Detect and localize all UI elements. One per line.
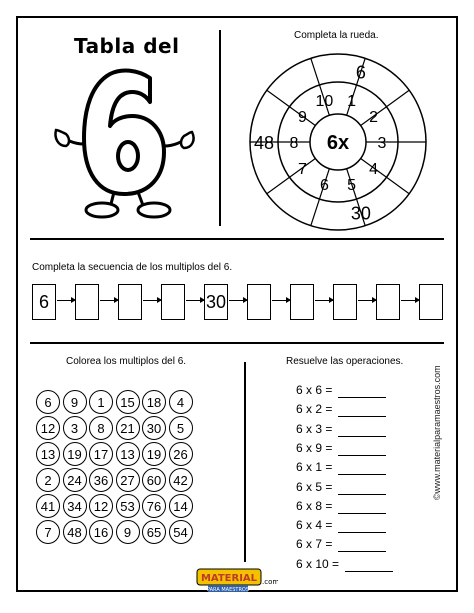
operation-row <box>296 517 386 533</box>
wheel-middle-number: 3 <box>377 135 387 152</box>
answer-line[interactable] <box>338 522 386 533</box>
number-circle[interactable]: 24 <box>63 468 87 492</box>
wheel-outer-number: 6 <box>355 62 366 83</box>
number-circle[interactable]: 41 <box>36 494 60 518</box>
sequence-arrow-icon <box>186 300 204 301</box>
sequence-arrow-icon <box>272 300 290 301</box>
operation-label: 6 x 2 = <box>296 402 333 417</box>
answer-line[interactable] <box>338 541 386 552</box>
answer-line[interactable] <box>338 406 386 417</box>
number-circle[interactable]: 1 <box>89 390 113 414</box>
sequence-arrow-icon <box>315 300 333 301</box>
sequence-box[interactable] <box>161 284 185 320</box>
operation-label: 6 x 9 = <box>296 440 333 455</box>
number-circle[interactable]: 76 <box>142 494 166 518</box>
operation-row <box>296 401 386 417</box>
number-circle[interactable]: 13 <box>116 442 140 466</box>
wheel-outer-number: 48 <box>253 133 275 153</box>
number-circle[interactable]: 12 <box>36 416 60 440</box>
sequence-arrow-icon <box>358 300 376 301</box>
answer-line[interactable] <box>338 445 386 456</box>
wheel-middle-number: 5 <box>347 176 357 194</box>
number-circle[interactable]: 8 <box>89 416 113 440</box>
divider-middle <box>30 342 444 344</box>
sequence-box[interactable] <box>247 284 271 320</box>
operation-label: 6 x 8 = <box>296 498 333 513</box>
number-circle[interactable]: 54 <box>169 520 193 544</box>
divider-top <box>30 238 444 240</box>
svg-text:.com: .com <box>262 578 278 586</box>
number-circle[interactable]: 2 <box>36 468 60 492</box>
number-circle[interactable]: 17 <box>89 442 113 466</box>
sequence-box[interactable] <box>290 284 314 320</box>
answer-line[interactable] <box>338 426 386 437</box>
number-circle[interactable]: 60 <box>142 468 166 492</box>
wheel-middle-number: 7 <box>297 160 307 178</box>
wheel-middle-number: 9 <box>297 109 307 127</box>
number-circle[interactable]: 34 <box>63 494 87 518</box>
sequence-box: 30 <box>204 284 228 320</box>
sequence-box: 6 <box>32 284 56 320</box>
page-title: Tabla del <box>74 34 180 58</box>
answer-line[interactable] <box>338 484 386 495</box>
number-six-character <box>52 60 202 220</box>
number-circle[interactable]: 6 <box>36 390 60 414</box>
answer-line[interactable] <box>338 387 386 398</box>
operation-label: 6 x 3 = <box>296 421 333 436</box>
number-circle[interactable]: 5 <box>169 416 193 440</box>
operation-label: 6 x 6 = <box>296 383 333 397</box>
wheel-middle-number: 1 <box>347 93 357 111</box>
number-circle[interactable]: 19 <box>63 442 87 466</box>
material-para-maestros-logo <box>196 568 278 594</box>
number-circle[interactable]: 27 <box>116 468 140 492</box>
wheel-instruction: Completa la rueda. <box>294 30 379 41</box>
number-circle[interactable]: 48 <box>63 520 87 544</box>
svg-text:PARA MAESTROS: PARA MAESTROS <box>206 587 250 593</box>
number-circle[interactable]: 9 <box>63 390 87 414</box>
wheel-middle-number: 8 <box>289 135 299 152</box>
number-circle[interactable]: 4 <box>169 390 193 414</box>
answer-line[interactable] <box>338 503 386 514</box>
bottom-vertical-divider <box>244 362 246 562</box>
operation-row <box>296 479 386 495</box>
number-circle[interactable]: 14 <box>169 494 193 518</box>
answer-line[interactable] <box>338 464 386 475</box>
operation-label: 6 x 1 = <box>296 460 333 475</box>
svg-text:MATERIAL: MATERIAL <box>200 573 258 584</box>
operation-label: 6 x 4 = <box>296 518 333 533</box>
sequence-instruction: Completa la secuencia de los multiplos del 6. <box>32 262 233 273</box>
number-circle[interactable]: 53 <box>116 494 140 518</box>
operations-instruction: Resuelve las operaciones. <box>286 356 404 367</box>
operation-label: 6 x 5 = <box>296 479 333 494</box>
operation-row <box>296 421 386 437</box>
operation-label: 6 x 7 = <box>296 537 333 552</box>
number-circle[interactable]: 30 <box>142 416 166 440</box>
number-circle[interactable]: 7 <box>36 520 60 544</box>
wheel-middle-number: 4 <box>369 160 379 178</box>
wheel-middle-number: 2 <box>369 109 379 127</box>
wheel-outer-number: 30 <box>350 203 371 224</box>
operation-row <box>296 440 386 456</box>
number-circle[interactable]: 16 <box>89 520 113 544</box>
number-circle[interactable]: 12 <box>89 494 113 518</box>
sequence-arrow-icon <box>229 300 247 301</box>
number-circle[interactable]: 21 <box>116 416 140 440</box>
sequence-box[interactable] <box>75 284 99 320</box>
multiplication-wheel <box>243 51 433 233</box>
number-circle[interactable]: 13 <box>36 442 60 466</box>
number-circle[interactable]: 18 <box>142 390 166 414</box>
number-circle[interactable]: 9 <box>116 520 140 544</box>
operation-label: 6 x 10 = <box>296 556 340 571</box>
number-circle[interactable]: 15 <box>116 390 140 414</box>
wheel-middle-number: 6 <box>319 176 329 194</box>
sequence-arrow-icon <box>143 300 161 301</box>
sequence-box[interactable] <box>376 284 400 320</box>
side-website-text: ©www.materialparamaestros.com <box>432 365 442 500</box>
color-instruction: Colorea los multiplos del 6. <box>66 356 187 367</box>
operation-row <box>296 498 386 514</box>
wheel-center-label: 6x <box>326 132 350 154</box>
number-circle[interactable]: 19 <box>142 442 166 466</box>
number-circle[interactable]: 42 <box>169 468 193 492</box>
number-circle[interactable]: 3 <box>63 416 87 440</box>
sequence-box[interactable] <box>333 284 357 320</box>
sequence-arrow-icon <box>57 300 75 301</box>
operation-row <box>296 556 393 572</box>
sequence-box[interactable] <box>419 284 443 320</box>
sequence-arrow-icon <box>100 300 118 301</box>
number-circle[interactable]: 26 <box>169 442 193 466</box>
operation-row <box>296 459 386 475</box>
number-circle[interactable]: 65 <box>142 520 166 544</box>
sequence-box[interactable] <box>118 284 142 320</box>
top-vertical-divider <box>219 30 221 226</box>
operation-row <box>296 536 386 552</box>
sequence-arrow-icon <box>401 300 419 301</box>
number-circle[interactable]: 36 <box>89 468 113 492</box>
operation-row <box>296 382 386 398</box>
wheel-middle-number: 10 <box>315 93 334 111</box>
answer-line[interactable] <box>345 561 393 572</box>
